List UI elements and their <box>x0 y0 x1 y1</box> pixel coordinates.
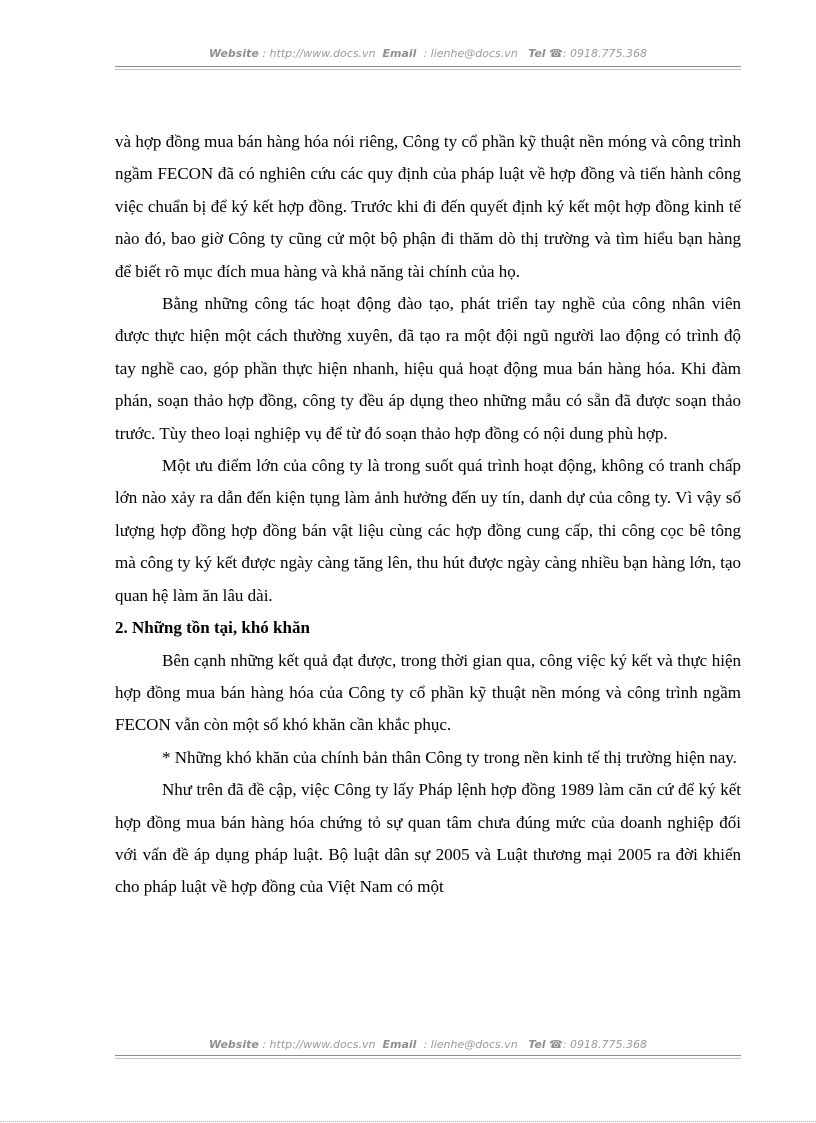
header-tel-label: Tel <box>528 47 546 60</box>
section-heading: 2. Những tồn tại, khó khăn <box>115 618 310 638</box>
footer-rule-secondary <box>115 1058 741 1059</box>
paragraph-3: Một ưu điểm lớn của công ty là trong suốt quá trình hoạt động, không có tranh chấp lớn nào xảy ra dẫn đến kiện tụng làm ảnh hưởng đến uy tín, danh dự của công ty. Vì vậy số lượng hợp đồng hợp đồng bán vật liệu cùng các hợp đồng cung cấp, thi công cọc bê tông mà công ty ký kết được ngày càng tăng lên, thu hút được ngày càng nhiều bạn hàng lớn, tạo quan hệ làm ăn lâu dài. <box>115 456 741 605</box>
paragraph-4: Bên cạnh những kết quả đạt được, trong thời gian qua, công việc ký kết và thực hiện hợp đồng mua bán hàng hóa của Công ty cổ phần kỹ thuật nền móng và công trình ngầm FECON vẫn còn một số khó khăn cần khắc phục. <box>115 650 741 735</box>
header-website-url: : http://www.docs.vn <box>262 47 376 60</box>
paragraph-5: * Những khó khăn của chính bản thân Công ty trong nền kinh tế thị trường hiện nay. <box>162 747 737 767</box>
paragraph-1: và hợp đồng mua bán hàng hóa nói riêng, Công ty cổ phần kỹ thuật nền móng và công trình ngầm FECON đã có nghiên cứu các quy định của pháp luật về hợp đồng và tiến hành công việc chuẩn bị để ký kết hợp đồng. Trước khi đi đến quyết định ký kết một hợp đồng kinh tế nào đó, bao giờ Công ty cũng cử một bộ phận đi thăm dò thị trường và tìm hiểu bạn hàng để biết rõ mục đích mua hàng và khả năng tài chính của họ. <box>115 132 741 281</box>
header-website-label: Website <box>209 47 259 60</box>
page-footer <box>115 1038 741 1051</box>
header-email-label: Email <box>382 47 417 60</box>
footer-tel-label: Tel <box>528 1038 546 1051</box>
phone-icon: ☎ <box>549 47 563 60</box>
page-header <box>115 47 741 60</box>
footer-website-url: : http://www.docs.vn <box>262 1038 376 1051</box>
footer-rule <box>115 1055 741 1056</box>
header-email-value: : lienhe@docs.vn <box>423 47 518 60</box>
footer-email-label: Email <box>382 1038 417 1051</box>
footer-tel-value: : 0918.775.368 <box>562 1038 647 1051</box>
header-rule <box>115 66 741 67</box>
header-rule-secondary <box>115 69 741 70</box>
header-tel-value: : 0918.775.368 <box>562 47 647 60</box>
phone-icon: ☎ <box>549 1038 563 1051</box>
document-body <box>115 126 741 904</box>
paragraph-2: Bằng những công tác hoạt động đào tạo, phát triển tay nghề của công nhân viên được thực hiện một cách thường xuyên, đã tạo ra một đội ngũ người lao động có trình độ tay nghề cao, góp phần thực hiện nhanh, hiệu quả hoạt động mua bán hàng hóa. Khi đàm phán, soạn thảo hợp đồng, công ty đều áp dụng theo những mẫu có sẵn đã được soạn thảo trước. Tùy theo loại nghiệp vụ để từ đó soạn thảo hợp đồng có nội dung phù hợp. <box>115 294 741 443</box>
page-edge <box>0 1121 816 1122</box>
footer-website-label: Website <box>209 1038 259 1051</box>
paragraph-6: Như trên đã đề cập, việc Công ty lấy Pháp lệnh hợp đồng 1989 làm căn cứ để ký kết hợp đồng mua bán hàng hóa chứng tỏ sự quan tâm chưa đúng mức của doanh nghiệp đối với vấn đề áp dụng pháp luật. Bộ luật dân sự 2005 và Luật thương mại 2005 ra đời khiến cho pháp luật về hợp đồng của Việt Nam có một <box>115 780 741 897</box>
footer-email-value: : lienhe@docs.vn <box>423 1038 518 1051</box>
